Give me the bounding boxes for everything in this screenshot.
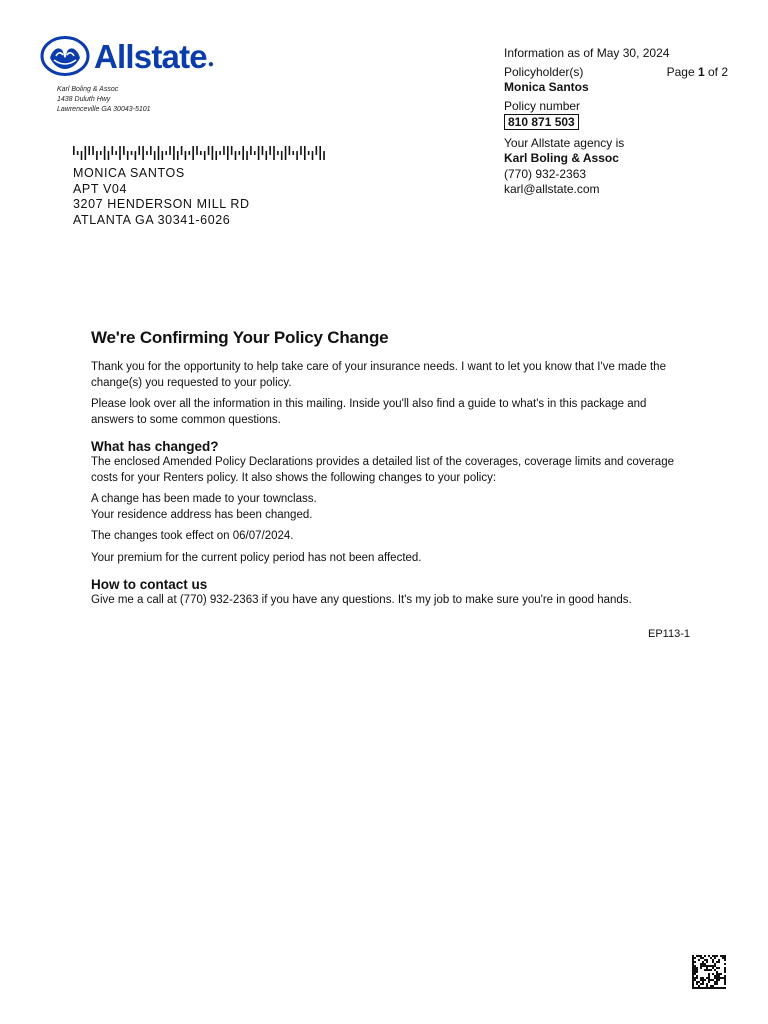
barcode-bar: [154, 151, 156, 160]
barcode-bar: [250, 146, 252, 155]
matrix-cell: [702, 961, 704, 963]
form-id: EP113-1: [648, 628, 690, 640]
matrix-cell: [700, 983, 702, 985]
matrix-cell: [716, 987, 718, 989]
matrix-cell: [708, 979, 710, 981]
agency-email: karl@allstate.com: [504, 182, 600, 196]
mailing-address: [73, 166, 250, 228]
matrix-cell: [694, 961, 696, 963]
matrix-cell: [702, 987, 704, 989]
matrix-cell: [724, 971, 726, 973]
matrix-cell: [696, 971, 698, 973]
matrix-cell: [692, 959, 694, 961]
matrix-cell: [700, 957, 702, 959]
matrix-cell: [724, 977, 726, 979]
matrix-cell: [706, 985, 708, 987]
matrix-cell: [706, 987, 708, 989]
barcode-bar: [123, 146, 125, 155]
contact-paragraph: Give me a call at (770) 932-2363 if you have any questions. It's my job to make sure you're in good hands.: [91, 594, 632, 606]
matrix-cell: [716, 979, 718, 981]
matrix-cell: [706, 969, 708, 971]
matrix-cell: [708, 981, 710, 983]
matrix-cell: [710, 987, 712, 989]
barcode-bar: [242, 146, 244, 160]
barcode-bar: [266, 151, 268, 160]
barcode-bar: [200, 151, 202, 155]
matrix-cell: [708, 973, 710, 975]
matrix-cell: [718, 975, 720, 977]
barcode-bar: [316, 146, 318, 155]
barcode-bar: [138, 146, 140, 155]
matrix-cell: [712, 955, 714, 957]
barcode-bar: [181, 146, 183, 155]
matrix-cell: [714, 987, 716, 989]
effective-date-paragraph: The changes took effect on 06/07/2024.: [91, 530, 294, 542]
barcode-bar: [112, 146, 114, 155]
barcode-bar: [131, 151, 133, 155]
matrix-cell: [692, 985, 694, 987]
matrix-cell: [700, 977, 702, 979]
matrix-cell: [696, 987, 698, 989]
barcode-bar: [162, 151, 164, 160]
barcode-bar: [304, 146, 306, 160]
matrix-cell: [716, 967, 718, 969]
barcode-bar: [104, 146, 106, 160]
barcode-bar: [262, 146, 264, 155]
barcode-bar: [308, 151, 310, 155]
barcode-bar: [115, 151, 117, 155]
matrix-cell: [700, 987, 702, 989]
barcode-bar: [254, 151, 256, 155]
matrix-cell: [708, 965, 710, 967]
matrix-cell: [720, 987, 722, 989]
matrix-cell: [692, 957, 694, 959]
barcode-bar: [292, 151, 294, 155]
barcode-bar: [108, 151, 110, 160]
barcode-bar: [235, 151, 237, 160]
barcode-bar: [173, 146, 175, 160]
matrix-cell: [698, 985, 700, 987]
matrix-cell: [692, 967, 694, 969]
matrix-cell: [692, 963, 694, 965]
matrix-cell: [722, 957, 724, 959]
matrix-cell: [694, 967, 696, 969]
matrix-cell: [696, 983, 698, 985]
matrix-cell: [692, 965, 694, 967]
matrix-cell: [718, 977, 720, 979]
return-address-line: Karl Boling & Assoc: [57, 86, 119, 93]
matrix-cell: [706, 983, 708, 985]
barcode-bar: [258, 146, 260, 160]
matrix-cell: [692, 983, 694, 985]
matrix-cell: [694, 979, 696, 981]
matrix-cell: [704, 979, 706, 981]
matrix-cell: [710, 969, 712, 971]
matrix-cell: [716, 955, 718, 957]
matrix-cell: [714, 969, 716, 971]
matrix-cell: [714, 957, 716, 959]
barcode-bar: [73, 146, 75, 155]
matrix-cell: [712, 973, 714, 975]
matrix-cell: [702, 965, 704, 967]
matrix-cell: [724, 979, 726, 981]
matrix-cell: [722, 987, 724, 989]
matrix-cell: [708, 977, 710, 979]
barcode-bar: [289, 146, 291, 155]
matrix-cell: [712, 965, 714, 967]
barcode-bar: [185, 151, 187, 160]
barcode-bar: [219, 151, 221, 155]
barcode-bar: [192, 146, 194, 160]
matrix-cell: [720, 955, 722, 957]
barcode-bar: [231, 146, 233, 155]
matrix-cell: [722, 955, 724, 957]
matrix-cell: [702, 957, 704, 959]
barcode-bar: [277, 151, 279, 155]
matrix-cell: [708, 969, 710, 971]
address-line: APT V04: [73, 181, 127, 196]
matrix-cell: [694, 977, 696, 979]
policyholders-label: Policyholder(s): [504, 64, 584, 79]
matrix-cell: [724, 963, 726, 965]
matrix-cell: [708, 955, 710, 957]
barcode-bar: [146, 151, 148, 155]
barcode-bar: [127, 151, 129, 160]
matrix-cell: [712, 961, 714, 963]
matrix-cell: [720, 977, 722, 979]
matrix-cell: [702, 963, 704, 965]
barcode-bar: [150, 146, 152, 155]
matrix-cell: [714, 977, 716, 979]
matrix-cell: [692, 977, 694, 979]
barcode-bar: [281, 151, 283, 160]
barcode-bar: [165, 151, 167, 155]
barcode-bar: [189, 151, 191, 155]
barcode-bar: [96, 151, 98, 160]
matrix-cell: [694, 987, 696, 989]
matrix-cell: [692, 981, 694, 983]
barcode-bar: [215, 151, 217, 160]
matrix-cell: [700, 955, 702, 957]
matrix-cell: [700, 965, 702, 967]
matrix-cell: [692, 961, 694, 963]
good-hands-icon: [40, 36, 90, 76]
matrix-cell: [696, 981, 698, 983]
matrix-cell: [714, 965, 716, 967]
matrix-cell: [692, 975, 694, 977]
matrix-cell: [712, 959, 714, 961]
matrix-cell: [724, 957, 726, 959]
barcode-bar: [212, 146, 214, 160]
section-heading-contact: How to contact us: [91, 577, 208, 592]
barcode-bar: [88, 146, 90, 155]
matrix-cell: [698, 955, 700, 957]
letter-title: We're Confirming Your Policy Change: [91, 328, 389, 347]
brand-wordmark: Allstate: [94, 37, 207, 75]
agency-phone: (770) 932-2363: [504, 166, 587, 181]
matrix-cell: [710, 979, 712, 981]
matrix-cell: [722, 977, 724, 979]
matrix-cell: [702, 977, 704, 979]
matrix-cell: [716, 971, 718, 973]
matrix-cell: [704, 955, 706, 957]
matrix-code: [692, 955, 726, 989]
matrix-cell: [710, 957, 712, 959]
matrix-cell: [702, 983, 704, 985]
letter-body: [91, 328, 691, 615]
postal-barcode: [73, 146, 329, 160]
barcode-bar: [227, 146, 229, 160]
barcode-bar: [319, 146, 321, 160]
matrix-cell: [718, 973, 720, 975]
matrix-cell: [692, 987, 694, 989]
matrix-cell: [714, 963, 716, 965]
matrix-cell: [724, 967, 726, 969]
matrix-cell: [704, 965, 706, 967]
matrix-cell: [698, 981, 700, 983]
matrix-cell: [702, 979, 704, 981]
barcode-bar: [223, 146, 225, 155]
matrix-cell: [696, 975, 698, 977]
matrix-cell: [692, 969, 694, 971]
matrix-cell: [704, 969, 706, 971]
barcode-bar: [296, 151, 298, 160]
barcode-bar: [239, 151, 241, 155]
intro-paragraph: Thank you for the opportunity to help take care of your insurance needs. I want to let you know that I've made the change(s) you requested to your policy.: [91, 361, 666, 389]
barcode-bar: [92, 146, 94, 155]
barcode-bar: [285, 146, 287, 160]
barcode-bar: [273, 146, 275, 160]
matrix-cell: [700, 967, 702, 969]
matrix-cell: [698, 987, 700, 989]
matrix-cell: [712, 985, 714, 987]
allstate-logo: [40, 36, 214, 76]
matrix-cell: [706, 959, 708, 961]
barcode-bar: [169, 146, 171, 155]
barcode-bar: [204, 151, 206, 160]
matrix-cell: [708, 987, 710, 989]
matrix-cell: [718, 959, 720, 961]
matrix-cell: [706, 965, 708, 967]
matrix-cell: [710, 985, 712, 987]
address-line: 3207 HENDERSON MILL RD: [73, 197, 250, 211]
return-address-line: 1438 Duluth Hwy: [57, 96, 111, 103]
matrix-cell: [694, 973, 696, 975]
barcode-bar: [300, 146, 302, 155]
matrix-cell: [704, 959, 706, 961]
matrix-cell: [716, 975, 718, 977]
change-item: A change has been made to your townclass.: [91, 493, 317, 505]
matrix-cell: [714, 975, 716, 977]
matrix-cell: [724, 955, 726, 957]
matrix-cell: [694, 957, 696, 959]
matrix-cell: [702, 981, 704, 983]
matrix-cell: [718, 987, 720, 989]
premium-paragraph: Your premium for the current policy period has not been affected.: [91, 551, 422, 564]
matrix-cell: [710, 965, 712, 967]
matrix-cell: [704, 963, 706, 965]
barcode-bar: [81, 151, 83, 160]
barcode-bar: [77, 151, 79, 155]
changes-list: [91, 492, 691, 523]
barcode-bar: [177, 151, 179, 160]
matrix-cell: [712, 987, 714, 989]
policy-number: 810 871 503: [504, 114, 579, 130]
matrix-cell: [718, 979, 720, 981]
matrix-cell: [708, 975, 710, 977]
matrix-cell: [720, 973, 722, 975]
matrix-cell: [718, 961, 720, 963]
matrix-cell: [724, 959, 726, 961]
matrix-cell: [718, 967, 720, 969]
matrix-cell: [700, 979, 702, 981]
barcode-bar: [208, 146, 210, 155]
matrix-cell: [724, 983, 726, 985]
matrix-cell: [696, 967, 698, 969]
matrix-cell: [698, 959, 700, 961]
return-address: [57, 85, 151, 115]
matrix-cell: [700, 963, 702, 965]
matrix-cell: [716, 981, 718, 983]
matrix-cell: [714, 955, 716, 957]
barcode-bar: [100, 151, 102, 155]
matrix-cell: [692, 979, 694, 981]
policy-number-label: Policy number: [504, 98, 581, 113]
barcode-bar: [135, 151, 137, 160]
barcode-bar: [142, 146, 144, 160]
matrix-cell: [714, 981, 716, 983]
barcode-bar: [85, 146, 87, 160]
matrix-cell: [706, 967, 708, 969]
matrix-cell: [692, 955, 694, 957]
return-address-line: Lawrenceville GA 30043-5101: [57, 106, 151, 113]
change-item: Your residence address has been changed.: [91, 508, 313, 521]
matrix-cell: [696, 955, 698, 957]
matrix-cell: [692, 973, 694, 975]
agency-name: Karl Boling & Assoc: [504, 151, 619, 165]
matrix-cell: [694, 969, 696, 971]
matrix-cell: [724, 981, 726, 983]
matrix-cell: [724, 975, 726, 977]
barcode-bar: [312, 151, 314, 160]
changes-paragraph: The enclosed Amended Policy Declarations provides a detailed list of the coverages, coverage limits and coverage costs for your Renters policy. It also shows the following changes to your policy:: [91, 456, 674, 484]
barcode-bar: [246, 151, 248, 160]
agency-label: Your Allstate agency is: [504, 135, 625, 150]
info-as-of: Information as of May 30, 2024: [504, 46, 670, 60]
matrix-cell: [706, 977, 708, 979]
matrix-cell: [692, 971, 694, 973]
barcode-bar: [158, 146, 160, 160]
registered-dot: ●: [207, 59, 214, 70]
matrix-cell: [716, 977, 718, 979]
matrix-cell: [724, 969, 726, 971]
matrix-cell: [694, 965, 696, 967]
matrix-cell: [696, 977, 698, 979]
matrix-cell: [706, 961, 708, 963]
barcode-bar: [323, 151, 325, 160]
matrix-cell: [724, 987, 726, 989]
matrix-cell: [716, 961, 718, 963]
matrix-cell: [696, 969, 698, 971]
section-heading-changes: What has changed?: [91, 439, 219, 454]
barcode-bar: [119, 146, 121, 160]
matrix-cell: [712, 979, 714, 981]
recipient-name: MONICA SANTOS: [73, 166, 185, 180]
matrix-cell: [694, 971, 696, 973]
policyholder-name: Monica Santos: [504, 80, 589, 94]
policy-info-block: [504, 46, 728, 198]
matrix-cell: [712, 967, 714, 969]
review-paragraph: Please look over all the information in this mailing. Inside you'll also find a guide to what's in this package and answers to some common questions.: [91, 398, 647, 426]
page-indicator: Page 1 of 2: [666, 64, 728, 79]
barcode-bar: [196, 146, 198, 155]
matrix-cell: [714, 983, 716, 985]
matrix-cell: [716, 973, 718, 975]
matrix-cell: [704, 987, 706, 989]
barcode-bar: [269, 146, 271, 155]
matrix-cell: [716, 983, 718, 985]
address-line: ATLANTA GA 30341-6026: [73, 212, 231, 227]
